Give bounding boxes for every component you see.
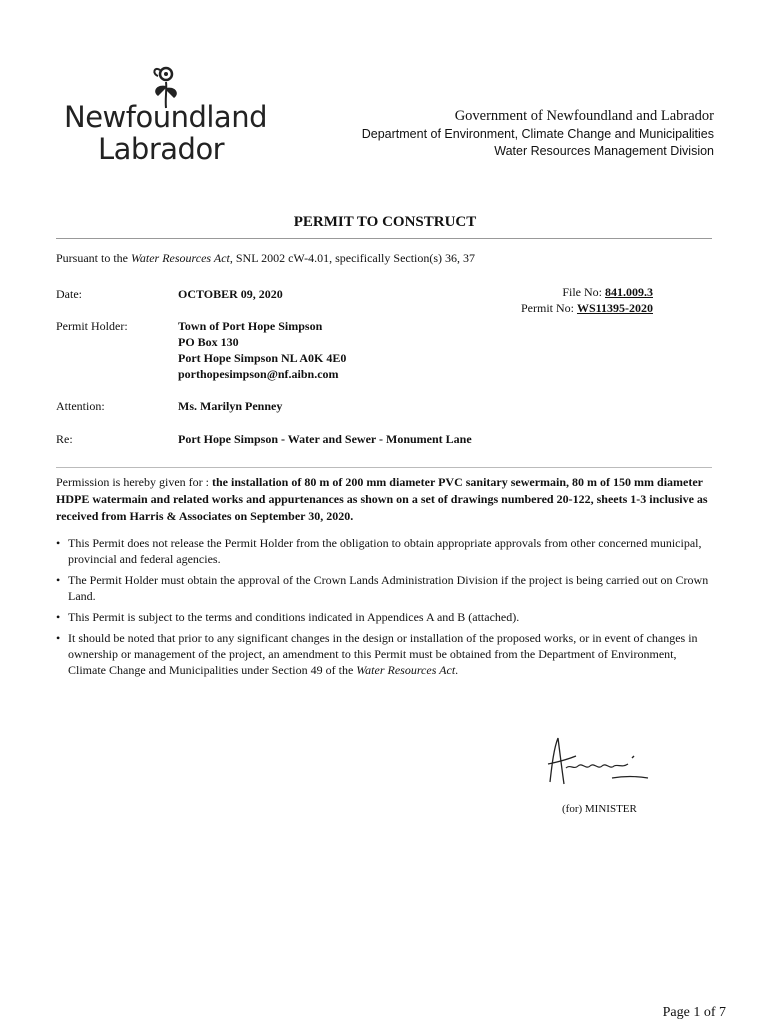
list-item: • It should be noted that prior to any significant changes in the design or installation of the proposed works, or in event of changes in ownership or management of the project, an amendment to this Permit must be obtained from the Department of Environment, Climate Change and Municipalities under Section 49 of the Water Resources Act.: [56, 631, 698, 677]
act-name: Water Resources Act: [356, 663, 456, 677]
attention-value: Ms. Marilyn Penney: [178, 399, 283, 413]
permission-statement: [56, 474, 716, 525]
list-item: • This Permit does not release the Permit Holder from the obligation to obtain appropriate approvals from other concerned municipal, provincial and federal agencies.: [56, 536, 702, 566]
permission-body: the installation of 80 m of 200 mm diameter PVC sanitary sewermain, 80 m of 150 mm diameter HDPE watermain and related works and appurtenances as shown on a set of drawings numbered 20-122, sheets 1-3 inclusive as received from Harris & Associates on September 30, 2020.: [56, 475, 708, 523]
conditions-list: [56, 535, 716, 683]
permit-number-row: [521, 300, 653, 316]
bullet-text: This Permit does not release the Permit Holder from the obligation to obtain appropriate approvals from other concerned municipal, provincial and federal agencies.: [68, 536, 702, 566]
permit-holder-address: [178, 318, 346, 382]
holder-name: Town of Port Hope Simpson: [178, 319, 323, 333]
act-name: Water Resources Act: [131, 251, 230, 265]
re-label: Re:: [56, 432, 73, 446]
date-label: Date:: [56, 287, 82, 301]
permit-label: Permit No:: [520, 301, 574, 315]
holder-po-box: PO Box 130: [178, 335, 239, 349]
header-department: Department of Environment, Climate Change and Municipalities: [361, 127, 714, 141]
pursuant-statement: [56, 250, 475, 266]
bullet-suffix: .: [455, 663, 459, 677]
bullet-text: The Permit Holder must obtain the approval of the Crown Lands Administration Division if the project is being carried out on Crown Land.: [68, 573, 709, 603]
file-info: [521, 284, 653, 316]
logo-text-newfoundland: Newfoundland: [64, 100, 267, 134]
re-value: Port Hope Simpson - Water and Sewer - Monument Lane: [178, 432, 472, 446]
signature-caption: (for) MINISTER: [562, 803, 637, 815]
page-number: Page 1 of 7: [662, 1005, 726, 1020]
pursuant-suffix: , SNL 2002 cW-4.01, specifically Section(s) 36, 37: [229, 251, 476, 265]
logo-text-labrador: Labrador: [98, 132, 225, 166]
bullet-text: This Permit is subject to the terms and conditions indicated in Appendices A and B (attached).: [68, 610, 520, 624]
file-label: File No:: [562, 285, 602, 299]
permit-holder-label: Permit Holder:: [56, 319, 128, 333]
bullet-text: It should be noted that prior to any significant changes in the design or installation of the proposed works, or in event of changes in ownership or management of the project, an amendment to this Permit must be obtained from the Department of Environment, Climate Change and Municipalities under Section 49 of the: [68, 631, 698, 677]
pursuant-prefix: Pursuant to the: [56, 251, 131, 265]
government-logo: [64, 64, 267, 166]
permit-number: WS11395-2020: [576, 301, 653, 315]
date-value: OCTOBER 09, 2020: [178, 287, 283, 301]
holder-city: Port Hope Simpson NL A0K 4E0: [178, 351, 347, 365]
holder-email: porthopesimpson@nf.aibn.com: [178, 367, 339, 381]
list-item: • This Permit is subject to the terms and conditions indicated in Appendices A and B (attached).: [56, 610, 520, 624]
permission-prefix: Permission is hereby given for :: [56, 475, 212, 489]
divider: [56, 467, 712, 468]
file-number-row: [521, 284, 653, 300]
file-number: 841.009.3: [605, 285, 653, 299]
attention-label: Attention:: [56, 399, 105, 413]
header-division: Water Resources Management Division: [494, 144, 714, 158]
handwritten-signature: [542, 734, 652, 794]
list-item: • The Permit Holder must obtain the approval of the Crown Lands Administration Division if the project is being carried out on Crown Land.: [56, 573, 709, 603]
divider: [56, 238, 712, 239]
document-title: PERMIT TO CONSTRUCT: [293, 214, 477, 230]
header-government: Government of Newfoundland and Labrador: [454, 108, 714, 124]
